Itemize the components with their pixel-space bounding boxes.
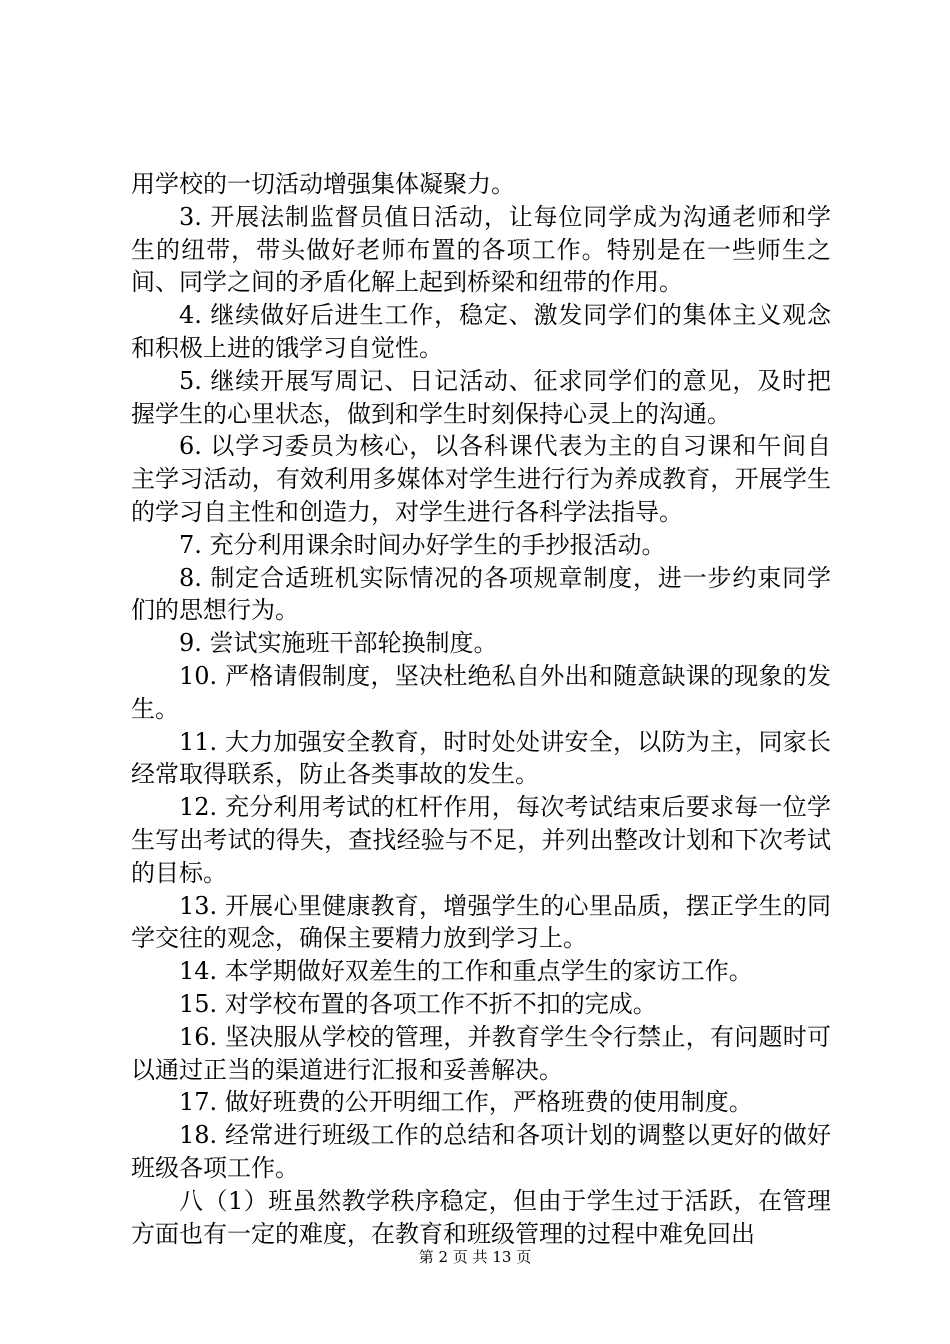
paragraph: 4. 继续做好后进生工作，稳定、激发同学们的集体主义观念和积极上进的饿学习自觉性。 (131, 301, 831, 362)
paragraph: 用学校的一切活动增强集体凝聚力。 (131, 170, 515, 198)
paragraph: 17. 做好班费的公开明细工作，严格班费的使用制度。 (179, 1088, 753, 1117)
paragraph: 10. 严格请假制度，坚决杜绝私自外出和随意缺课的现象的发生。 (131, 661, 831, 723)
paragraph: 18. 经常进行班级工作的总结和各项计划的调整以更好的做好班级各项工作。 (131, 1121, 831, 1182)
paragraph: 3. 开展法制监督员值日活动，让每位同学成为沟通老师和学生的纽带，带头做好老师布置的各项工作。特别是在一些师生之间、同学之间的矛盾化解上起到桥梁和纽带的作用。 (131, 202, 831, 297)
paragraph: 16. 坚决服从学校的管理，并教育学生令行禁止，有问题时可以通过正当的渠道进行汇报和妥善解决。 (131, 1022, 831, 1084)
paragraph: 9. 尝试实施班干部轮换制度。 (179, 629, 498, 658)
paragraph: 14. 本学期做好双差生的工作和重点学生的家访工作。 (179, 957, 753, 986)
paragraph: 6. 以学习委员为核心，以各科课代表为主的自习课和午间自主学习活动，有效利用多媒体对学生进行行为养成教育，开展学生的学习自主性和创造力，对学生进行各科学法指导。 (131, 432, 831, 526)
paragraph: 5. 继续开展写周记、日记活动、征求同学们的意见，及时把握学生的心里状态，做到和学生时刻保持心灵上的沟通。 (131, 366, 831, 428)
paragraph: 8. 制定合适班机实际情况的各项规章制度，进一步约束同学们的思想行为。 (131, 563, 831, 625)
paragraph: 15. 对学校布置的各项工作不折不扣的完成。 (179, 989, 657, 1018)
paragraph: 13. 开展心里健康教育，增强学生的心里品质，摆正学生的同学交往的观念，确保主要精力放到学习上。 (131, 891, 831, 953)
document-body (131, 168, 831, 1250)
paragraph: 7. 充分利用课余时间办好学生的手抄报活动。 (179, 530, 666, 559)
paragraph: 八（1）班虽然教学秩序稳定，但由于学生过于活跃，在管理方面也有一定的难度，在教育和班级管理的过程中难免回出 (131, 1186, 831, 1248)
page-footer: 第 2 页 共 13 页 (418, 1248, 532, 1266)
paragraph: 11. 大力加强安全教育，时时处处讲安全，以防为主，同家长经常取得联系，防止各类事故的发生。 (131, 727, 831, 789)
paragraph: 12. 充分利用考试的杠杆作用，每次考试结束后要求每一位学生写出考试的得失，查找经验与不足，并列出整改计划和下次考试的目标。 (131, 793, 831, 887)
